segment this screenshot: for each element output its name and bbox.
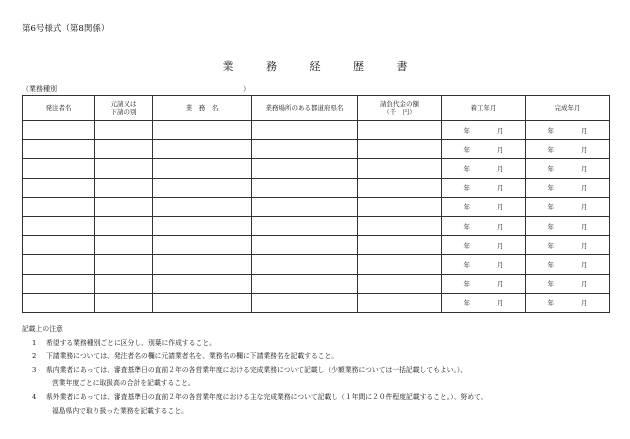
table-cell[interactable] xyxy=(252,216,358,235)
column-header xyxy=(252,96,358,121)
table-cell[interactable] xyxy=(95,236,153,255)
year-label: 年 xyxy=(463,241,470,250)
month-label: 月 xyxy=(497,126,504,135)
year-label: 年 xyxy=(463,299,470,308)
table-cell[interactable] xyxy=(153,293,252,312)
table-cell[interactable] xyxy=(153,274,252,293)
table-cell[interactable] xyxy=(442,159,526,178)
table-cell[interactable] xyxy=(95,255,153,274)
table-row xyxy=(23,255,610,274)
document-title xyxy=(0,58,630,74)
business-history-table xyxy=(22,95,610,313)
title-char: 歴 xyxy=(353,60,364,73)
table-cell[interactable] xyxy=(526,255,610,274)
note-item xyxy=(22,364,622,378)
table-cell[interactable] xyxy=(23,159,95,178)
table-row xyxy=(23,140,610,159)
table-cell[interactable] xyxy=(358,197,442,216)
column-header xyxy=(526,96,610,121)
table-cell[interactable] xyxy=(153,236,252,255)
table-cell[interactable] xyxy=(95,293,153,312)
table-cell[interactable] xyxy=(442,274,526,293)
column-header-line1: 発注者名 xyxy=(45,104,72,112)
table-cell[interactable] xyxy=(442,216,526,235)
title-char: 書 xyxy=(396,60,408,73)
column-header-line1: 元請又は xyxy=(110,100,137,108)
form-number: 第6号様式（第8関係） xyxy=(22,24,110,34)
month-label: 月 xyxy=(581,145,588,154)
table-row xyxy=(23,216,610,235)
table-cell[interactable] xyxy=(526,197,610,216)
month-label: 月 xyxy=(581,184,588,193)
table-cell[interactable] xyxy=(358,178,442,197)
table-cell[interactable] xyxy=(95,216,153,235)
column-header-line1: 着工年月 xyxy=(470,104,497,112)
month-label: 月 xyxy=(497,164,504,173)
month-label: 月 xyxy=(497,241,504,250)
month-label: 月 xyxy=(497,260,504,269)
title-char: 業 xyxy=(222,60,234,73)
month-label: 月 xyxy=(581,241,588,250)
note-number: 2 xyxy=(32,352,37,361)
month-label: 月 xyxy=(581,164,588,173)
year-label: 年 xyxy=(547,222,554,231)
month-label: 月 xyxy=(497,145,504,154)
table-cell[interactable] xyxy=(23,216,95,235)
table-cell[interactable] xyxy=(95,178,153,197)
table-row xyxy=(23,121,610,140)
year-label: 年 xyxy=(547,260,554,269)
month-label: 月 xyxy=(497,222,504,231)
column-header-line2: （千 円） xyxy=(383,108,416,116)
table-row xyxy=(23,197,610,216)
table-cell[interactable] xyxy=(358,236,442,255)
table-cell[interactable] xyxy=(442,140,526,159)
note-text: 県内業者にあっては、審査基準日の直前２年の各営業年度における完成業務について記載し（少額業務については一括記載してもよい。）、 xyxy=(46,365,468,374)
table-cell[interactable] xyxy=(526,236,610,255)
table-cell[interactable] xyxy=(95,140,153,159)
year-label: 年 xyxy=(463,203,470,212)
year-label: 年 xyxy=(547,184,554,193)
table-cell[interactable] xyxy=(153,121,252,140)
table-cell[interactable] xyxy=(153,178,252,197)
year-label: 年 xyxy=(463,222,470,231)
title-char: 務 xyxy=(266,60,277,73)
table-cell[interactable] xyxy=(23,274,95,293)
note-text: 県外業者にあっては、審査基準日の直前２年の各営業年度における主な完成業務について記載し（１年間に２０件程度記載すること。）、努めて、 xyxy=(46,392,488,401)
table-cell[interactable] xyxy=(23,178,95,197)
table-cell[interactable] xyxy=(442,197,526,216)
note-item xyxy=(22,391,622,405)
table-cell[interactable] xyxy=(153,197,252,216)
note-number: 1 xyxy=(32,338,37,347)
table-cell[interactable] xyxy=(442,236,526,255)
notes-section xyxy=(22,323,622,418)
table-cell[interactable] xyxy=(23,293,95,312)
category-close: ） xyxy=(243,85,250,93)
table-cell[interactable] xyxy=(252,140,358,159)
table-cell[interactable] xyxy=(442,293,526,312)
table-row xyxy=(23,178,610,197)
table-cell[interactable] xyxy=(526,293,610,312)
table-cell[interactable] xyxy=(526,140,610,159)
year-label: 年 xyxy=(463,260,470,269)
table-cell[interactable] xyxy=(252,255,358,274)
table-header-row xyxy=(23,96,610,121)
note-item xyxy=(22,337,622,351)
year-label: 年 xyxy=(463,164,470,173)
table-cell[interactable] xyxy=(526,178,610,197)
note-number: 3 xyxy=(32,365,37,374)
month-label: 月 xyxy=(581,203,588,212)
column-header xyxy=(23,96,95,121)
category-open: （業務種別 xyxy=(22,85,57,93)
notes-heading: 記載上の注意 xyxy=(22,325,63,333)
table-cell[interactable] xyxy=(252,159,358,178)
table-cell[interactable] xyxy=(95,121,153,140)
table-row xyxy=(23,274,610,293)
column-header-line1: 業 務 名 xyxy=(185,104,219,112)
table-cell[interactable] xyxy=(526,274,610,293)
table-cell[interactable] xyxy=(252,293,358,312)
table-cell[interactable] xyxy=(358,274,442,293)
table-cell[interactable] xyxy=(23,255,95,274)
year-label: 年 xyxy=(547,203,554,212)
month-label: 月 xyxy=(497,184,504,193)
column-header-line2: 下請の別 xyxy=(110,108,137,116)
table-cell[interactable] xyxy=(442,255,526,274)
table-row xyxy=(23,159,610,178)
note-text: 希望する業務種別ごとに区分し、別葉に作成すること。 xyxy=(46,338,216,347)
year-label: 年 xyxy=(463,145,470,154)
table-cell[interactable] xyxy=(153,159,252,178)
month-label: 月 xyxy=(581,222,588,231)
table-cell[interactable] xyxy=(442,178,526,197)
year-label: 年 xyxy=(547,241,554,250)
note-text: 下請業務については、発注者名の欄に元請業者名を、業務名の欄に下請業務名を記載すること。 xyxy=(46,352,339,361)
month-label: 月 xyxy=(497,299,504,308)
table-cell[interactable] xyxy=(358,159,442,178)
month-label: 月 xyxy=(497,203,504,212)
table-cell[interactable] xyxy=(23,197,95,216)
table-cell[interactable] xyxy=(358,216,442,235)
table-cell[interactable] xyxy=(23,236,95,255)
note-continuation: 営業年度ごとに取扱高の合計を記載すること。 xyxy=(52,379,195,388)
table-cell[interactable] xyxy=(358,121,442,140)
table-cell[interactable] xyxy=(526,216,610,235)
table-cell[interactable] xyxy=(252,178,358,197)
column-header xyxy=(95,96,153,121)
year-label: 年 xyxy=(547,126,554,135)
year-label: 年 xyxy=(463,126,470,135)
month-label: 月 xyxy=(497,280,504,289)
table-cell[interactable] xyxy=(95,159,153,178)
year-label: 年 xyxy=(547,164,554,173)
month-label: 月 xyxy=(581,126,588,135)
table-cell[interactable] xyxy=(153,140,252,159)
note-number: 4 xyxy=(32,392,37,401)
note-item xyxy=(22,350,622,364)
table-cell[interactable] xyxy=(23,121,95,140)
table-cell[interactable] xyxy=(95,197,153,216)
table-cell[interactable] xyxy=(252,274,358,293)
column-header-line1: 業務場所のある都道府県名 xyxy=(265,104,344,112)
column-header xyxy=(442,96,526,121)
table-cell[interactable] xyxy=(526,121,610,140)
table-row xyxy=(23,293,610,312)
year-label: 年 xyxy=(463,184,470,193)
table-cell[interactable] xyxy=(153,255,252,274)
table-cell[interactable] xyxy=(252,197,358,216)
column-header xyxy=(358,96,442,121)
table-cell[interactable] xyxy=(23,140,95,159)
note-continuation: 福島県内で取り扱った業務を記載すること。 xyxy=(52,406,188,415)
table-cell[interactable] xyxy=(153,216,252,235)
column-header xyxy=(153,96,252,121)
table-row xyxy=(23,236,610,255)
year-label: 年 xyxy=(547,280,554,289)
year-label: 年 xyxy=(547,299,554,308)
year-label: 年 xyxy=(463,280,470,289)
table-cell[interactable] xyxy=(252,121,358,140)
year-label: 年 xyxy=(547,145,554,154)
table-cell[interactable] xyxy=(442,121,526,140)
table-cell[interactable] xyxy=(526,159,610,178)
table-cell[interactable] xyxy=(95,274,153,293)
table-cell[interactable] xyxy=(252,236,358,255)
table-cell[interactable] xyxy=(358,293,442,312)
title-char: 経 xyxy=(309,60,321,73)
column-header-line1: 完成年月 xyxy=(554,104,581,112)
column-header-line1: 請負代金の額 xyxy=(380,100,419,108)
month-label: 月 xyxy=(581,280,588,289)
month-label: 月 xyxy=(581,260,588,269)
table-cell[interactable] xyxy=(358,140,442,159)
month-label: 月 xyxy=(581,299,588,308)
table-cell[interactable] xyxy=(358,255,442,274)
